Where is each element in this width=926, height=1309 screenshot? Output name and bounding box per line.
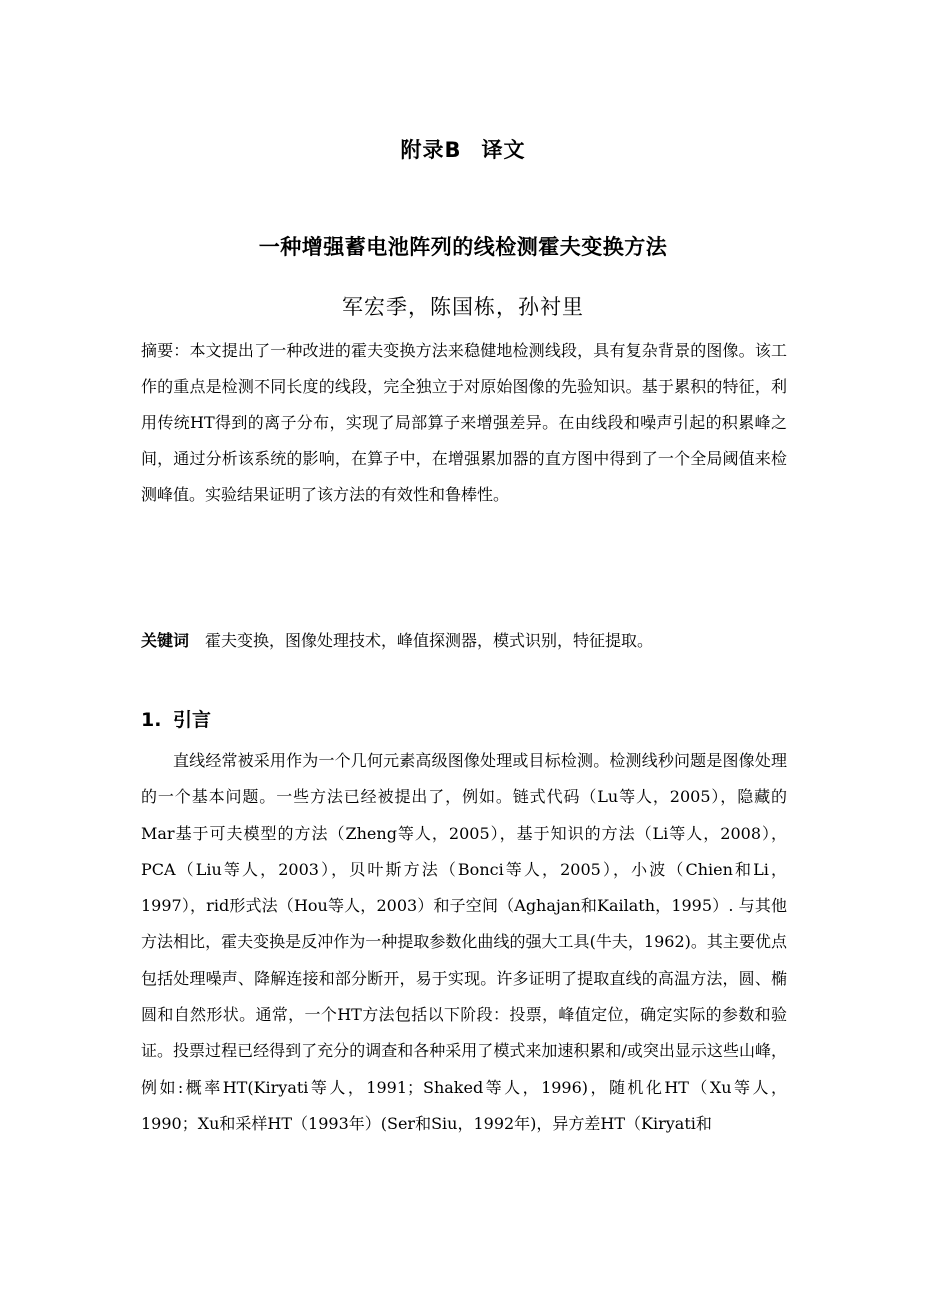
section-heading (141, 703, 211, 737)
paper-title: 一种增强蓄电池阵列的线检测霍夫变换方法 (258, 235, 668, 259)
abstract-paragraph: 摘要：本文提出了一种改进的霍夫变换方法来稳健地检测线段，具有复杂背景的图像。该工作的重点是检测不同长度的线段，完全独立于对原始图像的先验知识。基于累积的特征，利用传统HT得到的离子分布，实现了局部算子来增强差异。在由线段和噪声引起的积累峰之间，通过分析该系统的影响，在算子中，在增强累加器的直方图中得到了一个全局阈值来检测峰值。实验结果证明了该方法的有效性和鲁棒性。 (141, 341, 787, 504)
keywords-line (141, 624, 787, 658)
keywords-text: 霍夫变换，图像处理技术，峰值探测器，模式识别，特征提取。 (205, 631, 654, 650)
section-number: 1. (141, 709, 162, 731)
appendix-label: 附录B (400, 138, 462, 162)
introduction-paragraph: 直线经常被采用作为一个几何元素高级图像处理或目标检测。检测线秒问题是图像处理的一个基本问题。一些方法已经被提出了，例如。链式代码（Lu等人，2005），隐藏的Mar基于可夫模型的方法（Zheng等人，2005），基于知识的方法（Li等人，2008），PCA（Liu等人，2003），贝叶斯方法（Bonci等人，2005），小波（Chien和Li，1997），rid形式法（Hou等人，2003）和子空间（Aghajan和Kailath，1995）. 与其他方法相比，霍夫变换是反冲作为一种提取参数化曲线的强大工具(牛夫，1962)。其主要优点包括处理噪声、降解连接和部分断开，易于实现。许多证明了提取直线的高温方法，圆、椭圆和自然形状。通常，一个HT方法包括以下阶段：投票，峰值定位，确定实际的参数和验证。投票过程已经得到了充分的调查和各种采用了模式来加速积累和/或突出显示这些山峰，例如:概率HT(Kiryati等人，1991；Shaked等人，1996)，随机化HT（Xu等人，1990；Xu和采样HT（1993年）(Ser和Siu，1992年)，异方差HT（Kiryati和 (141, 751, 787, 1133)
appendix-title: 译文 (481, 138, 526, 162)
keywords-label: 关键词 (141, 631, 190, 650)
appendix-heading (0, 134, 926, 166)
paper-authors: 军宏季，陈国栋，孙衬里 (342, 295, 584, 319)
section-title: 引言 (173, 709, 212, 731)
